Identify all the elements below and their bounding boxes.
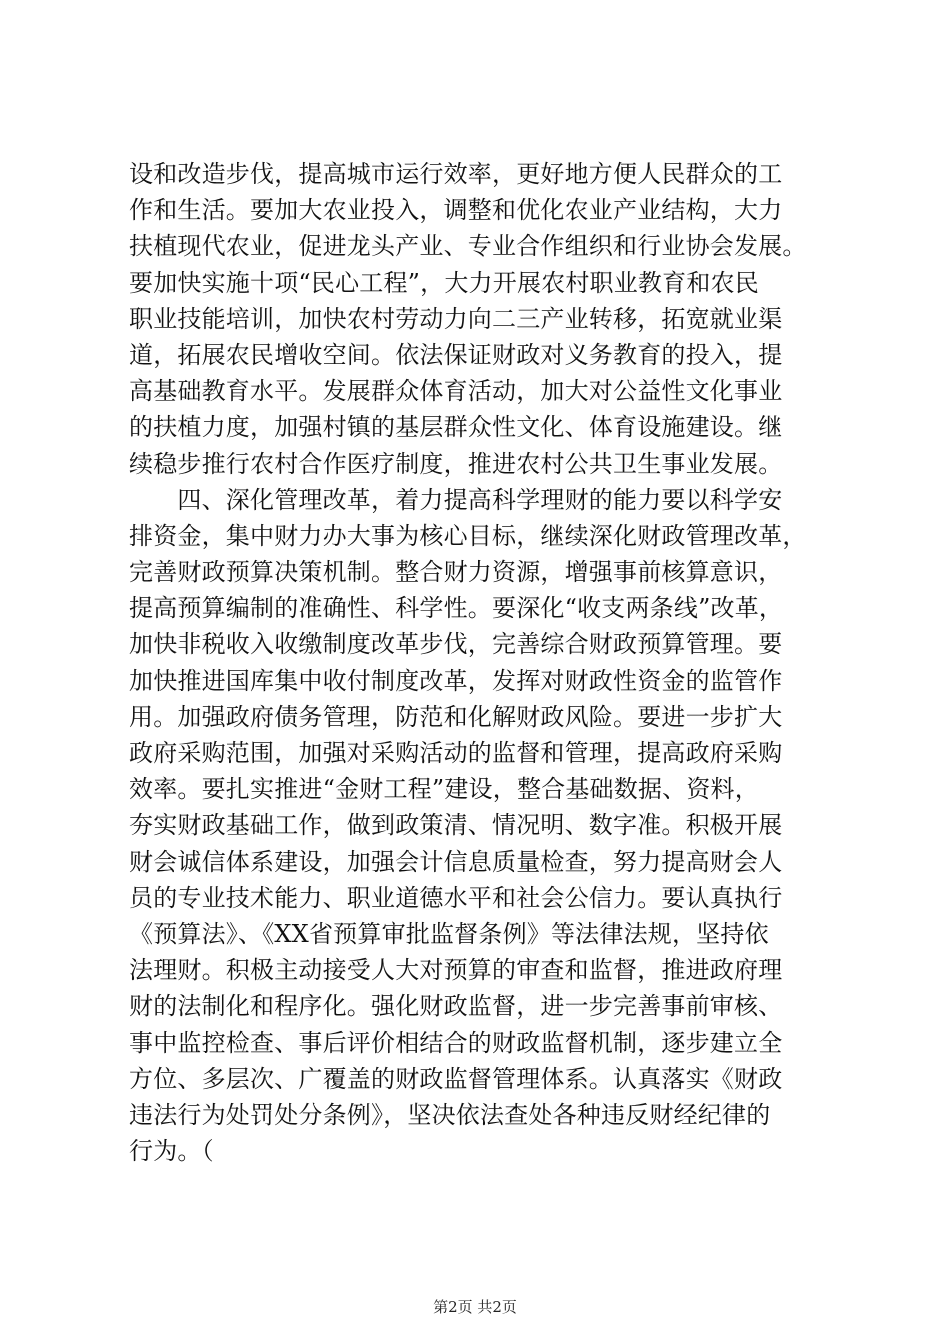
text-line: 高基础教育水平。发展群众体育活动，加大对公益性文化事业 — [129, 377, 783, 406]
text-line: 完善财政预算决策机制。整合财力资源，增强事前核算意识， — [129, 558, 783, 587]
text-line: 效率。要扎实推进“金财工程”建设，整合基础数据、资料， — [129, 775, 759, 804]
text-line: 的扶植力度，加强村镇的基层群众性文化、体育设施建设。继 — [129, 413, 783, 442]
text-line: 道，拓展农民增收空间。依法保证财政对义务教育的投入，提 — [129, 340, 783, 369]
text-line: 法理财。积极主动接受人大对预算的审查和监督，推进政府理 — [129, 956, 783, 985]
text-line: 员的专业技术能力、职业道德水平和社会公信力。要认真执行 — [129, 883, 783, 912]
text-line: 排资金，集中财力办大事为核心目标，继续深化财政管理改革， — [129, 521, 807, 550]
text-line: 职业技能培训，加快农村劳动力向二三产业转移，拓宽就业渠 — [129, 304, 783, 333]
text-line: 用。加强政府债务管理，防范和化解财政风险。要进一步扩大 — [129, 702, 783, 731]
text-line: 提高预算编制的准确性、科学性。要深化“收支两条线”改革， — [129, 594, 784, 623]
page-footer: 第2页 共2页 — [433, 1298, 517, 1316]
text-line: 事中监控检查、事后评价相结合的财政监督机制，逐步建立全 — [129, 1028, 783, 1057]
body-text — [129, 156, 829, 1169]
text-line: 作和生活。要加大农业投入，调整和优化农业产业结构，大力 — [129, 196, 783, 225]
text-line: 加快推进国库集中收付制度改革，发挥对财政性资金的监管作 — [129, 666, 783, 695]
text-line: 要加快实施十项“民心工程”，大力开展农村职业教育和农民 — [129, 268, 759, 297]
text-line: 续稳步推行农村合作医疗制度，推进农村公共卫生事业发展。 — [129, 449, 783, 478]
text-line: 违法行为处罚处分条例》，坚决依法查处各种违反财经纪律的 — [129, 1100, 771, 1129]
text-line: 四、深化管理改革，着力提高科学理财的能力要以科学安 — [129, 485, 783, 514]
text-line: 扶植现代农业，促进龙头产业、专业合作组织和行业协会发展。 — [129, 232, 807, 261]
text-line: 设和改造步伐，提高城市运行效率，更好地方便人民群众的工 — [129, 160, 783, 188]
text-line: 加快非税收入收缴制度改革步伐，完善综合财政预算管理。要 — [129, 630, 783, 659]
text-line: 政府采购范围，加强对采购活动的监督和管理，提高政府采购 — [129, 739, 783, 767]
text-line: 方位、多层次、广覆盖的财政监督管理体系。认真落实《财政 — [129, 1064, 783, 1093]
text-line: 财会诚信体系建设，加强会计信息质量检查，努力提高财会人 — [129, 847, 783, 876]
text-line: 财的法制化和程序化。强化财政监督，进一步完善事前审核、 — [129, 992, 783, 1021]
text-line: 行为。（ — [129, 1137, 214, 1166]
text-line: 夯实财政基础工作，做到政策清、情况明、数字准。积极开展 — [129, 811, 783, 840]
text-line: 《预算法》、《XX省预算审批监督条例》等法律法规，坚持依 — [129, 919, 769, 948]
